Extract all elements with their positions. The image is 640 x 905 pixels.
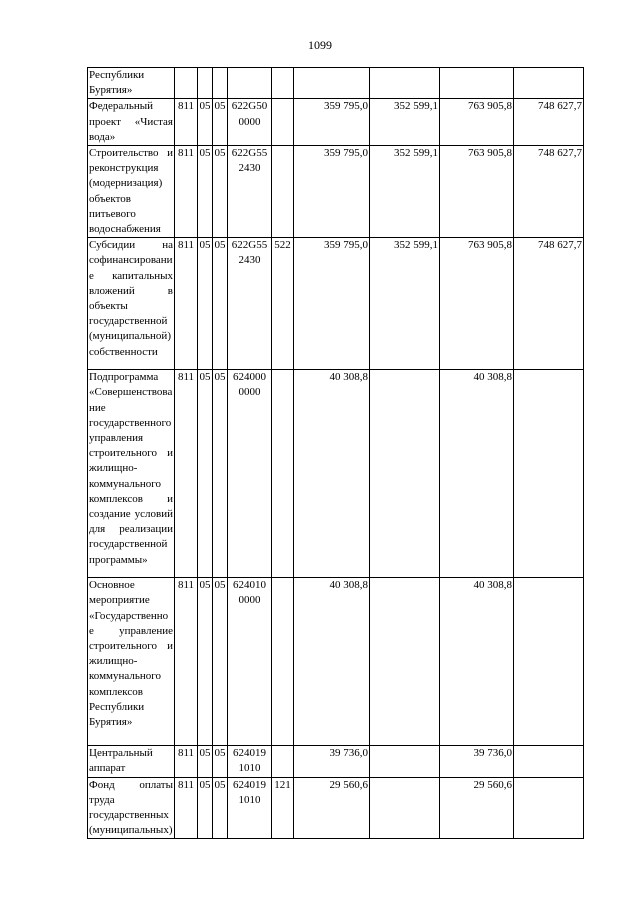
subsection-code: 05 [213,99,228,146]
subsection-code [213,68,228,99]
section-code: 05 [198,146,213,238]
amount-col4 [514,68,584,99]
amount-col1: 40 308,8 [294,578,370,746]
amount-col1: 29 560,6 [294,777,370,839]
target-article-code [228,68,272,99]
target-article-code [228,99,272,146]
amount-col2: 352 599,1 [370,99,440,146]
subsection-code: 05 [213,370,228,578]
grbs-code: 811 [175,370,198,578]
amount-col1: 359 795,0 [294,146,370,238]
grbs-code: 811 [175,238,198,370]
section-code: 05 [198,746,213,777]
amount-col4 [514,777,584,839]
page-number: 1099 [308,38,332,52]
amount-col3: 40 308,8 [440,370,514,578]
amount-col4 [514,746,584,777]
amount-col4 [514,578,584,746]
amount-col1: 40 308,8 [294,370,370,578]
table-row [88,146,584,238]
target-article-code [228,370,272,578]
row-name: Центральный аппарат [88,746,175,777]
grbs-code: 811 [175,578,198,746]
subsection-code: 05 [213,238,228,370]
table-row [88,68,584,99]
target-article-code-part2: 2430 [238,162,261,175]
row-name: Фонд оплаты труда государственных (муниципальных) [88,777,175,839]
amount-col3: 29 560,6 [440,777,514,839]
grbs-code: 811 [175,746,198,777]
target-article-code-part1: 622G55 [231,239,268,252]
table-row [88,370,584,578]
target-article-code-part2: 0000 [238,386,261,399]
target-article-code-part1: 624010 [233,579,266,592]
target-article-code-part1: 622G50 [231,100,268,113]
amount-col3 [440,68,514,99]
amount-col2: 352 599,1 [370,238,440,370]
grbs-code: 811 [175,146,198,238]
target-article-code [228,777,272,839]
subsection-code: 05 [213,777,228,839]
amount-col4: 748 627,7 [514,99,584,146]
amount-col4: 748 627,7 [514,146,584,238]
target-article-code [228,238,272,370]
expense-type-code [272,146,294,238]
row-name: Основное мероприятие «Государственное управление строительного и жилищно-коммунального комплексов Республики Бурятия» [88,578,175,746]
amount-col2 [370,578,440,746]
expense-type-code [272,68,294,99]
amount-col3: 763 905,8 [440,238,514,370]
amount-col3: 39 736,0 [440,746,514,777]
subsection-code: 05 [213,746,228,777]
subsection-code: 05 [213,578,228,746]
amount-col2 [370,746,440,777]
expense-type-code [272,578,294,746]
target-article-code-part2: 2430 [238,254,261,267]
row-name: Республики Бурятия» [88,68,175,99]
section-code: 05 [198,777,213,839]
budget-table [87,67,584,839]
target-article-code-part2: 1010 [238,793,261,806]
expense-type-code [272,746,294,777]
subsection-code: 05 [213,146,228,238]
amount-col2 [370,777,440,839]
amount-col3: 40 308,8 [440,578,514,746]
amount-col1: 39 736,0 [294,746,370,777]
grbs-code: 811 [175,777,198,839]
amount-col1 [294,68,370,99]
target-article-code [228,578,272,746]
amount-col2: 352 599,1 [370,146,440,238]
row-name: Подпрограмма «Совершенствование государственного управления строительного и жилищно-коммунального комплексов и создание условий для реализации государственной программы» [88,370,175,578]
target-article-code [228,146,272,238]
target-article-code-part1: 624019 [233,747,266,760]
amount-col4: 748 627,7 [514,238,584,370]
target-article-code-part2: 0000 [238,594,261,607]
grbs-code [175,68,198,99]
expense-type-code [272,370,294,578]
amount-col2 [370,370,440,578]
amount-col3: 763 905,8 [440,99,514,146]
section-code: 05 [198,578,213,746]
row-name: Строительство и реконструкция (модернизация) объектов питьевого водоснабжения [88,146,175,238]
expense-type-code [272,99,294,146]
amount-col4 [514,370,584,578]
expense-type-code: 522 [272,238,294,370]
section-code: 05 [198,370,213,578]
expense-type-code: 121 [272,777,294,839]
table-row [88,777,584,839]
table-row [88,99,584,146]
table-row [88,238,584,370]
section-code: 05 [198,238,213,370]
row-name: Субсидии на софинансирование капитальных вложений в объекты государственной (муниципальной) собственности [88,238,175,370]
grbs-code: 811 [175,99,198,146]
target-article-code-part2: 1010 [238,762,261,775]
table-row [88,746,584,777]
row-name: Федеральный проект «Чистая вода» [88,99,175,146]
target-article-code-part1: 622G55 [231,147,268,160]
amount-col2 [370,68,440,99]
target-article-code-part1: 624000 [233,371,266,384]
section-code: 05 [198,99,213,146]
amount-col3: 763 905,8 [440,146,514,238]
table-row [88,578,584,746]
target-article-code-part2: 0000 [238,115,261,128]
target-article-code [228,746,272,777]
target-article-code-part1: 624019 [233,778,266,791]
section-code [198,68,213,99]
amount-col1: 359 795,0 [294,238,370,370]
amount-col1: 359 795,0 [294,99,370,146]
